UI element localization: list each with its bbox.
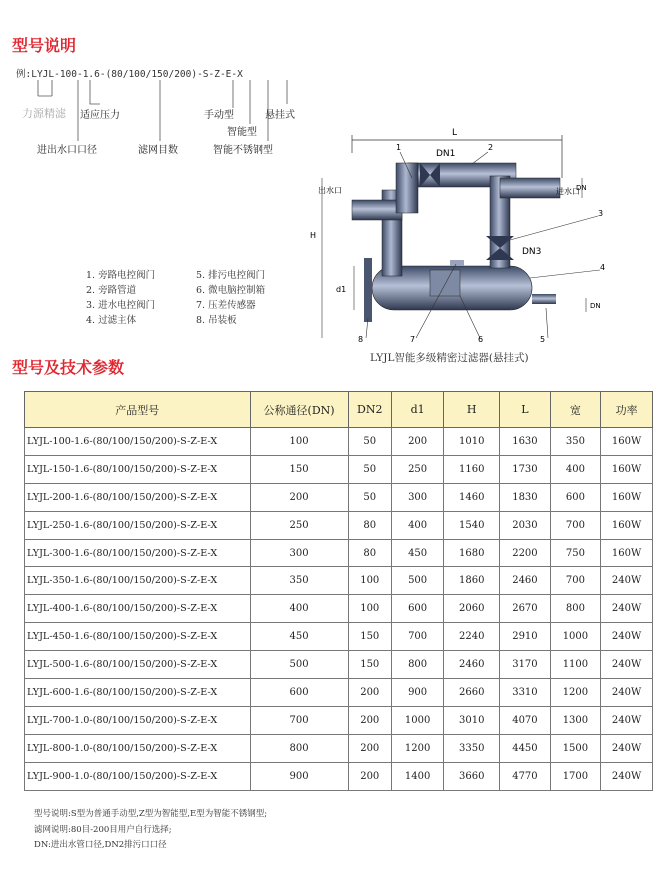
- table-cell: 1160: [444, 455, 500, 483]
- legend-item: 5. 排污电控阀门: [196, 270, 266, 281]
- table-cell: 240W: [601, 706, 653, 734]
- table-cell: 700: [550, 511, 600, 539]
- table-cell: 1830: [500, 483, 550, 511]
- table-cell: 200: [391, 428, 443, 456]
- table-cell: 160W: [601, 539, 653, 567]
- col-d1: d1: [391, 392, 443, 428]
- num-6: 6: [478, 335, 484, 344]
- diagram-caption: LYJL智能多级精密过滤器(悬挂式): [370, 352, 529, 364]
- label-inlet: 进水口: [556, 187, 580, 196]
- table-cell: 2670: [500, 595, 550, 623]
- table-cell: 80: [348, 539, 391, 567]
- note-line: DN:进出水管口径,DN2排污口口径: [34, 840, 167, 850]
- table-cell: 100: [250, 428, 348, 456]
- table-row: [25, 483, 653, 511]
- table-cell: 1000: [391, 706, 443, 734]
- legend-item: 6. 微电脑控制箱: [196, 285, 266, 296]
- table-cell: 1100: [550, 651, 600, 679]
- model-code-brackets: [0, 0, 320, 160]
- table-cell: 500: [250, 651, 348, 679]
- table-row: [25, 762, 653, 790]
- label-smart: 智能型: [227, 127, 257, 138]
- table-cell: 200: [348, 762, 391, 790]
- table-cell: 450: [250, 623, 348, 651]
- col-width: 宽: [550, 392, 600, 428]
- table-cell: LYJL-400-1.6-(80/100/150/200)-S-Z-E-X: [25, 595, 251, 623]
- table-cell: 3310: [500, 679, 550, 707]
- table-cell: 2460: [500, 567, 550, 595]
- label-outlet: 出水口: [318, 186, 342, 195]
- hanging-plate: [364, 258, 372, 322]
- num-1: 1: [396, 143, 402, 152]
- table-cell: 240W: [601, 679, 653, 707]
- table-cell: LYJL-150-1.6-(80/100/150/200)-S-Z-E-X: [25, 455, 251, 483]
- legend-right: [196, 268, 265, 328]
- table-cell: 350: [550, 428, 600, 456]
- table-cell: 900: [391, 679, 443, 707]
- table-cell: 1010: [444, 428, 500, 456]
- table-cell: 750: [550, 539, 600, 567]
- table-header-row: [25, 392, 653, 428]
- table-cell: 2460: [444, 651, 500, 679]
- table-cell: 240W: [601, 567, 653, 595]
- table-cell: 1680: [444, 539, 500, 567]
- table-cell: LYJL-450-1.6-(80/100/150/200)-S-Z-E-X: [25, 623, 251, 651]
- table-cell: 240W: [601, 762, 653, 790]
- table-cell: LYJL-900-1.0-(80/100/150/200)-S-Z-E-X: [25, 762, 251, 790]
- table-cell: 240W: [601, 651, 653, 679]
- table-cell: 200: [348, 734, 391, 762]
- table-cell: 1000: [550, 623, 600, 651]
- table-cell: 4070: [500, 706, 550, 734]
- table-cell: 400: [550, 455, 600, 483]
- table-cell: 1460: [444, 483, 500, 511]
- label-stainless: 智能不锈钢型: [213, 145, 273, 156]
- table-row: [25, 511, 653, 539]
- table-cell: 2060: [444, 595, 500, 623]
- note-line: 型号说明:S型为普通手动型,Z型为智能型,E型为智能不锈钢型;: [34, 809, 268, 819]
- dim-d1: d1: [336, 285, 347, 294]
- table-row: [25, 428, 653, 456]
- label-brand: 力源精滤: [22, 107, 66, 120]
- table-cell: 4770: [500, 762, 550, 790]
- table-cell: LYJL-250-1.6-(80/100/150/200)-S-Z-E-X: [25, 511, 251, 539]
- table-cell: 4450: [500, 734, 550, 762]
- table-cell: 2030: [500, 511, 550, 539]
- table-row: [25, 623, 653, 651]
- table-cell: 150: [250, 455, 348, 483]
- table-cell: 400: [250, 595, 348, 623]
- table-cell: LYJL-500-1.6-(80/100/150/200)-S-Z-E-X: [25, 651, 251, 679]
- table-cell: 240W: [601, 623, 653, 651]
- col-dn: 公称通径(DN): [250, 392, 348, 428]
- table-cell: 1500: [550, 734, 600, 762]
- table-cell: 300: [250, 539, 348, 567]
- table-row: [25, 734, 653, 762]
- table-cell: 50: [348, 428, 391, 456]
- table-row: [25, 539, 653, 567]
- note-line: 滤网说明:80目-200目用户自行选择;: [34, 824, 172, 835]
- table-cell: LYJL-600-1.6-(80/100/150/200)-S-Z-E-X: [25, 679, 251, 707]
- table-cell: 2660: [444, 679, 500, 707]
- label-dn1: DN1: [436, 149, 456, 159]
- spec-section-title: 型号及技术参数: [12, 358, 125, 377]
- col-power: 功率: [601, 392, 653, 428]
- table-cell: 700: [550, 567, 600, 595]
- col-l: L: [500, 392, 550, 428]
- table-cell: 300: [391, 483, 443, 511]
- table-cell: 200: [250, 483, 348, 511]
- table-cell: 160W: [601, 483, 653, 511]
- model-example: 例:LYJL-100-1.6-(80/100/150/200)-S-Z-E-X: [16, 69, 243, 80]
- table-cell: 900: [250, 762, 348, 790]
- table-cell: 350: [250, 567, 348, 595]
- table-cell: 3010: [444, 706, 500, 734]
- table-cell: 1400: [391, 762, 443, 790]
- table-cell: 1860: [444, 567, 500, 595]
- table-cell: 50: [348, 455, 391, 483]
- col-model: 产品型号: [25, 392, 251, 428]
- legend-item: 2. 旁路管道: [86, 285, 137, 296]
- table-cell: 700: [250, 706, 348, 734]
- dim-DN: DN: [576, 184, 587, 192]
- dim-DN-bottom: DN: [590, 302, 601, 310]
- table-cell: 600: [250, 679, 348, 707]
- model-section-title: 型号说明: [12, 36, 77, 55]
- table-cell: 100: [348, 567, 391, 595]
- table-row: [25, 679, 653, 707]
- label-pressure: 适应压力: [80, 110, 120, 121]
- table-cell: LYJL-700-1.0-(80/100/150/200)-S-Z-E-X: [25, 706, 251, 734]
- table-cell: 50: [348, 483, 391, 511]
- table-cell: 1300: [550, 706, 600, 734]
- label-diameter: 进出水口口径: [37, 145, 97, 156]
- table-cell: 1200: [550, 679, 600, 707]
- table-cell: 400: [391, 511, 443, 539]
- num-2: 2: [488, 143, 494, 152]
- table-row: [25, 455, 653, 483]
- table-cell: 250: [391, 455, 443, 483]
- table-cell: 240W: [601, 734, 653, 762]
- table-cell: 160W: [601, 455, 653, 483]
- table-row: [25, 595, 653, 623]
- num-4: 4: [600, 263, 606, 272]
- table-cell: LYJL-350-1.6-(80/100/150/200)-S-Z-E-X: [25, 567, 251, 595]
- table-cell: LYJL-300-1.6-(80/100/150/200)-S-Z-E-X: [25, 539, 251, 567]
- table-cell: 600: [550, 483, 600, 511]
- table-cell: LYJL-200-1.6-(80/100/150/200)-S-Z-E-X: [25, 483, 251, 511]
- table-cell: 200: [348, 679, 391, 707]
- table-cell: 3170: [500, 651, 550, 679]
- legend-item: 7. 压差传感器: [196, 300, 256, 311]
- legend-item: 1. 旁路电控阀门: [86, 270, 156, 281]
- table-cell: 700: [391, 623, 443, 651]
- col-dn2: DN2: [348, 392, 391, 428]
- filter-diagram: [300, 118, 620, 358]
- table-cell: 160W: [601, 511, 653, 539]
- table-cell: 80: [348, 511, 391, 539]
- table-cell: 2910: [500, 623, 550, 651]
- table-cell: 1730: [500, 455, 550, 483]
- legend-item: 8. 吊装板: [196, 315, 237, 326]
- table-cell: 2240: [444, 623, 500, 651]
- table-cell: 200: [348, 706, 391, 734]
- table-cell: LYJL-800-1.0-(80/100/150/200)-S-Z-E-X: [25, 734, 251, 762]
- table-cell: 800: [391, 651, 443, 679]
- label-manual: 手动型: [204, 110, 234, 121]
- table-cell: 150: [348, 623, 391, 651]
- dim-L: L: [452, 128, 458, 138]
- table-row: [25, 567, 653, 595]
- table-cell: 600: [391, 595, 443, 623]
- table-cell: 150: [348, 651, 391, 679]
- num-3: 3: [598, 209, 604, 218]
- label-hang: 悬挂式: [265, 110, 295, 121]
- table-cell: 1630: [500, 428, 550, 456]
- table-cell: 240W: [601, 595, 653, 623]
- dim-H: H: [310, 231, 317, 240]
- notes: [34, 807, 267, 854]
- legend-item: 4. 过滤主体: [86, 315, 137, 326]
- num-8: 8: [358, 335, 364, 344]
- table-cell: 3660: [444, 762, 500, 790]
- table-cell: 2200: [500, 539, 550, 567]
- num-7: 7: [410, 335, 416, 344]
- table-cell: 250: [250, 511, 348, 539]
- table-row: [25, 651, 653, 679]
- table-cell: 1540: [444, 511, 500, 539]
- table-cell: 800: [250, 734, 348, 762]
- table-cell: 160W: [601, 428, 653, 456]
- label-mesh: 滤网目数: [138, 145, 178, 156]
- table-cell: LYJL-100-1.6-(80/100/150/200)-S-Z-E-X: [25, 428, 251, 456]
- table-cell: 3350: [444, 734, 500, 762]
- table-cell: 500: [391, 567, 443, 595]
- table-cell: 450: [391, 539, 443, 567]
- col-h: H: [444, 392, 500, 428]
- num-5: 5: [540, 335, 546, 344]
- table-cell: 100: [348, 595, 391, 623]
- legend-item: 3. 进水电控阀门: [86, 300, 156, 311]
- label-dn3: DN3: [522, 247, 542, 257]
- table-row: [25, 706, 653, 734]
- table-cell: 1200: [391, 734, 443, 762]
- spec-table: [24, 391, 653, 791]
- table-cell: 1700: [550, 762, 600, 790]
- legend-left: [86, 268, 155, 328]
- table-cell: 800: [550, 595, 600, 623]
